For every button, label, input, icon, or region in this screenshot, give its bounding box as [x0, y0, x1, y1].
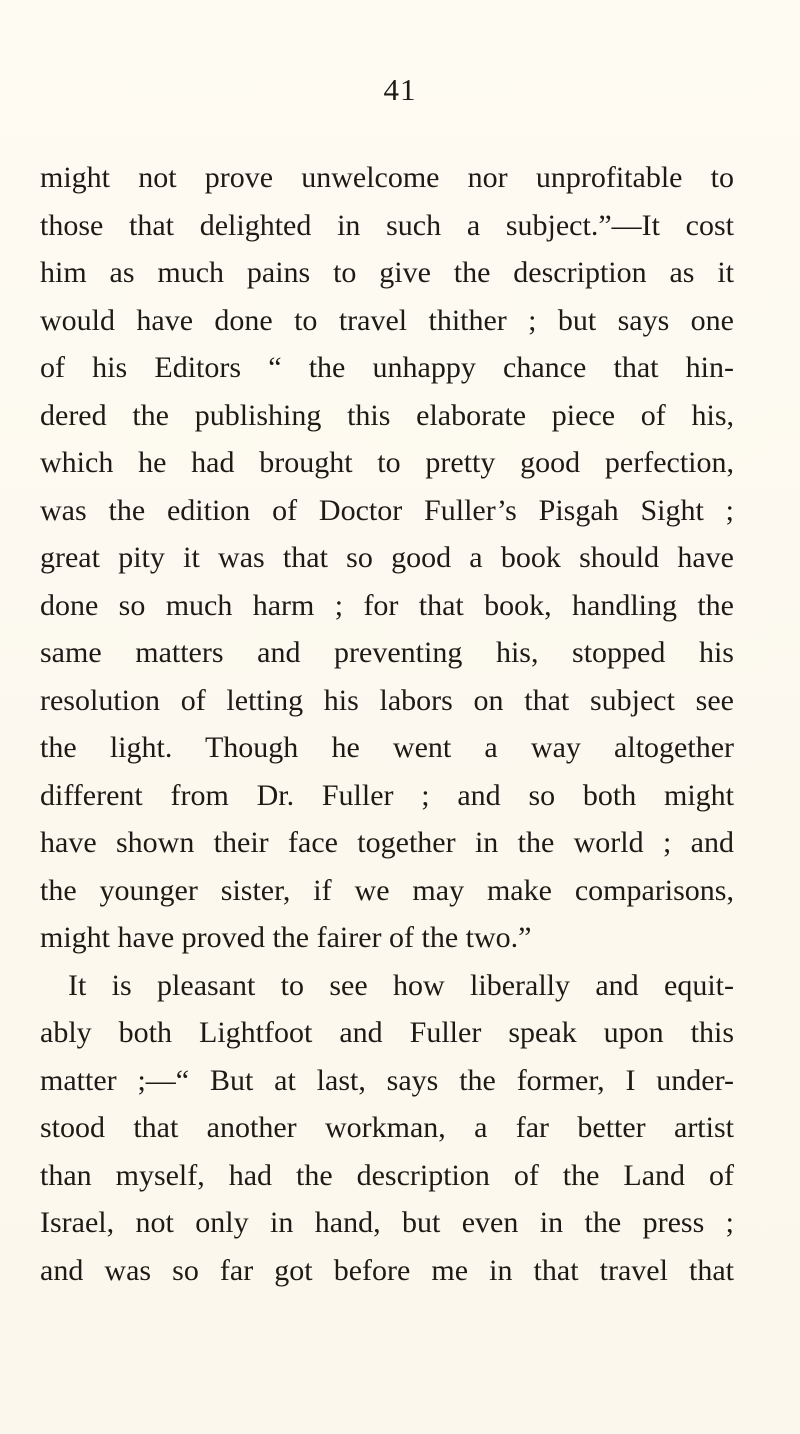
text-line: Israel, not only in hand, but even in the press ; [40, 1206, 734, 1239]
text-line: of his Editors “ the unhappy chance that hin- [40, 351, 734, 384]
paragraph-end-line: might have proved the fairer of the two.” [40, 921, 532, 954]
text-line: than myself, had the description of the Land of [40, 1158, 734, 1192]
text-line: was the edition of Doctor Fuller’s Pisgah Sight ; [40, 493, 734, 527]
text-line: different from Dr. Fuller ; and so both might [40, 778, 734, 812]
text-line: matter ;—“ But at last, says the former, I under- [40, 1063, 734, 1097]
paragraph-start-line: It is pleasant to see how liberally and equit- [68, 968, 734, 1002]
text-line: stood that another workman, a far better artist [40, 1111, 734, 1144]
text-line: might not prove unwelcome nor unprofitable to [40, 161, 734, 194]
text-line: great pity it was that so good a book should have [40, 541, 734, 574]
text-line: ably both Lightfoot and Fuller speak upon this [40, 1016, 734, 1049]
text-line: same matters and preventing his, stopped his [40, 636, 734, 669]
text-line: resolution of letting his labors on that subject see [40, 683, 734, 717]
body-text [40, 154, 734, 1294]
text-line: which he had brought to pretty good perfection, [40, 446, 734, 479]
text-line: him as much pains to give the description as it [40, 256, 734, 289]
text-line: would have done to travel thither ; but says one [40, 303, 734, 337]
text-line: the light. Though he went a way altogether [40, 731, 734, 764]
page-number: 41 [383, 72, 417, 107]
text-line: the younger sister, if we may make comparisons, [40, 873, 734, 907]
text-line: done so much harm ; for that book, handling the [40, 588, 734, 622]
text-line: have shown their face together in the world ; and [40, 826, 734, 859]
text-line: dered the publishing this elaborate piece of his, [40, 398, 734, 432]
text-line: and was so far got before me in that travel that [40, 1253, 734, 1287]
text-line: those that delighted in such a subject.”—It cost [40, 208, 734, 242]
